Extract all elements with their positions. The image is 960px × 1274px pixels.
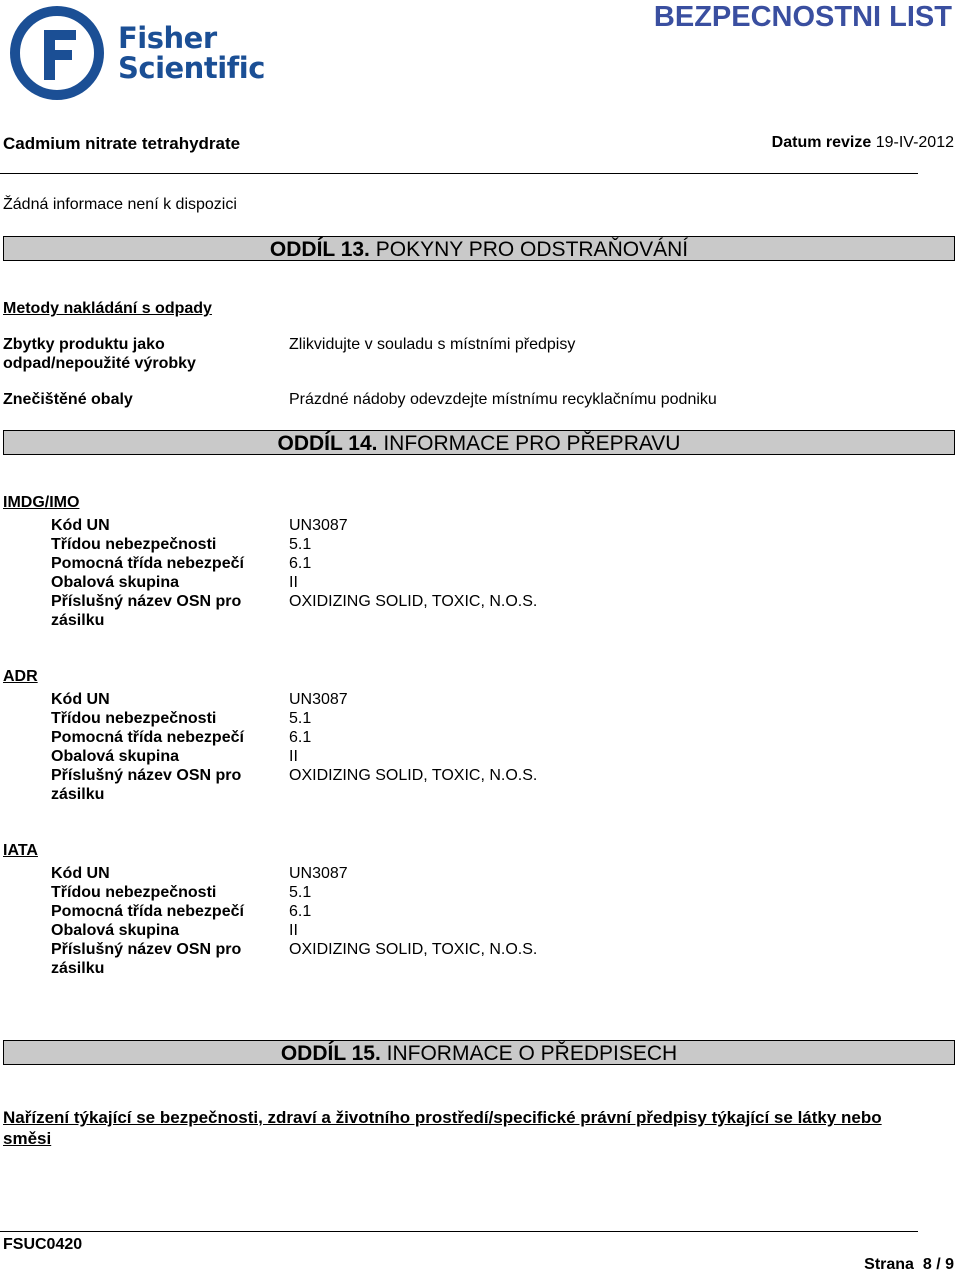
- hazard-class-value: 5.1: [289, 884, 312, 901]
- hazard-class-value: 5.1: [289, 710, 312, 727]
- un-code-value: UN3087: [289, 691, 348, 708]
- shipping-name-label: Příslušný název OSN pro zásilku: [51, 767, 242, 803]
- subsidiary-class-label: Pomocná třída nebezpečí: [51, 903, 244, 920]
- shipping-name-value: OXIDIZING SOLID, TOXIC, N.O.S.: [289, 593, 538, 610]
- waste-methods-heading: Metody nakládání s odpady: [3, 300, 212, 317]
- section-13-title: POKYNY PRO ODSTRAŇOVÁNÍ: [375, 238, 689, 261]
- fisher-scientific-logo: [4, 2, 284, 106]
- hazard-class-label: Třídou nebezpečnosti: [51, 884, 217, 901]
- packing-group-value: II: [289, 748, 298, 765]
- residue-label: Zbytky produktu jako odpad/nepoužité výrobky: [3, 336, 196, 372]
- un-code-label: Kód UN: [51, 517, 110, 534]
- un-code-label: Kód UN: [51, 691, 110, 708]
- footer-divider: [0, 1231, 918, 1232]
- document-code: FSUC0420: [3, 1236, 83, 1253]
- packing-group-value: II: [289, 574, 298, 591]
- packing-group-label: Obalová skupina: [51, 922, 180, 939]
- fisher-f-emblem-icon: [4, 2, 112, 106]
- section-15-number: ODDÍL 15.: [280, 1042, 381, 1065]
- packaging-value: Prázdné nádoby odevzdejte místnímu recyklačnímu podniku: [289, 391, 717, 408]
- section-14-header: [3, 430, 955, 455]
- packing-group-value: II: [289, 922, 298, 939]
- revision-date: 19-IV-2012: [875, 134, 954, 151]
- section-13-header: [3, 236, 955, 261]
- regulations-heading-line2: směsi: [3, 1129, 52, 1148]
- shipping-name-value: OXIDIZING SOLID, TOXIC, N.O.S.: [289, 767, 538, 784]
- logo-word-scientific: Scientific: [118, 51, 265, 85]
- subsidiary-class-label: Pomocná třída nebezpečí: [51, 555, 244, 572]
- shipping-name-label: Příslušný název OSN pro zásilku: [51, 593, 242, 629]
- shipping-name-value: OXIDIZING SOLID, TOXIC, N.O.S.: [289, 941, 538, 958]
- revision-date-block: [772, 134, 954, 152]
- section-14-title: INFORMACE PRO PŘEPRAVU: [383, 432, 681, 455]
- subsidiary-class-value: 6.1: [289, 729, 312, 746]
- transport-group-adr: ADR: [3, 668, 38, 685]
- logo-word-fisher: Fisher: [118, 21, 217, 55]
- transport-group-imdg: IMDG/IMO: [3, 494, 80, 511]
- page-indicator: [864, 1256, 954, 1274]
- section-14-number: ODDÍL 14.: [277, 432, 378, 455]
- hazard-class-label: Třídou nebezpečnosti: [51, 536, 217, 553]
- packaging-label: Znečištěné obaly: [3, 391, 133, 408]
- page-total: 9: [945, 1256, 954, 1273]
- document-title: BEZPECNOSTNI LIST: [653, 1, 952, 33]
- header-divider: [0, 173, 918, 174]
- packing-group-label: Obalová skupina: [51, 574, 180, 591]
- section-13-number: ODDÍL 13.: [269, 238, 370, 261]
- shipping-name-label: Příslušný název OSN pro zásilku: [51, 941, 242, 977]
- subsidiary-class-label: Pomocná třída nebezpečí: [51, 729, 244, 746]
- section-15-title: INFORMACE O PŘEDPISECH: [386, 1042, 678, 1065]
- page-label: Strana: [864, 1256, 914, 1273]
- page-current: 8: [922, 1256, 932, 1273]
- revision-label: Datum revize: [771, 134, 872, 151]
- subsidiary-class-value: 6.1: [289, 555, 312, 572]
- page-separator: /: [936, 1256, 941, 1273]
- subsidiary-class-value: 6.1: [289, 903, 312, 920]
- section-15-header: [3, 1040, 955, 1065]
- regulations-heading-line1: Nařízení týkající se bezpečnosti, zdraví a životního prostředí/specifické právní předpisy týkající se látky nebo: [3, 1108, 882, 1127]
- hazard-class-label: Třídou nebezpečnosti: [51, 710, 217, 727]
- residue-value: Zlikvidujte v souladu s místními předpisy: [289, 336, 576, 353]
- packing-group-label: Obalová skupina: [51, 748, 180, 765]
- un-code-value: UN3087: [289, 865, 348, 882]
- un-code-value: UN3087: [289, 517, 348, 534]
- product-name: Cadmium nitrate tetrahydrate: [3, 134, 241, 153]
- no-info-text: Žádná informace není k dispozici: [3, 196, 237, 213]
- transport-group-iata: IATA: [3, 842, 38, 859]
- un-code-label: Kód UN: [51, 865, 110, 882]
- hazard-class-value: 5.1: [289, 536, 312, 553]
